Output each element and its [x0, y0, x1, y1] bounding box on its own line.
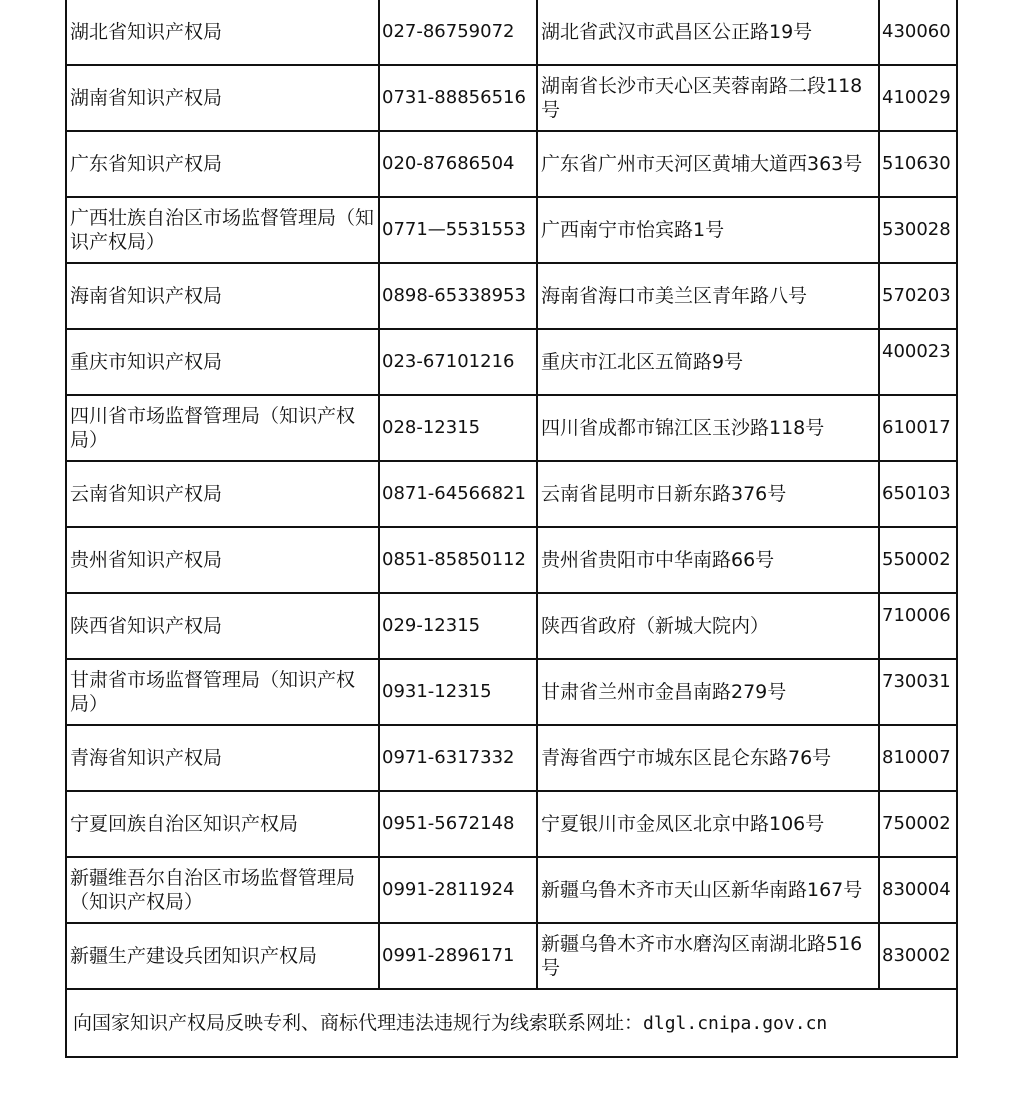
postcode-cell: 730031	[879, 659, 957, 725]
phone-cell: 0771—5531553	[379, 197, 537, 263]
address-cell: 青海省西宁市城东区昆仑东路76号	[537, 725, 879, 791]
ip-office-contact-table	[65, 0, 958, 1058]
postcode-cell: 530028	[879, 197, 957, 263]
phone-cell: 023-67101216	[379, 329, 537, 395]
table-row	[66, 131, 957, 197]
address-cell: 宁夏银川市金凤区北京中路106号	[537, 791, 879, 857]
phone-cell: 0931-12315	[379, 659, 537, 725]
postcode-cell: 610017	[879, 395, 957, 461]
table-row	[66, 0, 957, 65]
office-name-cell: 重庆市知识产权局	[66, 329, 379, 395]
office-name-cell: 新疆生产建设兵团知识产权局	[66, 923, 379, 989]
table-footer-row	[66, 989, 957, 1057]
table-row	[66, 197, 957, 263]
address-cell: 甘肃省兰州市金昌南路279号	[537, 659, 879, 725]
table-row	[66, 461, 957, 527]
table-row	[66, 329, 957, 395]
postcode-cell: 810007	[879, 725, 957, 791]
phone-cell: 0991-2896171	[379, 923, 537, 989]
office-name-cell: 湖南省知识产权局	[66, 65, 379, 131]
table-row	[66, 593, 957, 659]
address-cell: 广东省广州市天河区黄埔大道西363号	[537, 131, 879, 197]
postcode-cell: 710006	[879, 593, 957, 659]
phone-cell: 020-87686504	[379, 131, 537, 197]
address-cell: 湖北省武汉市武昌区公正路19号	[537, 0, 879, 65]
phone-cell: 0898-65338953	[379, 263, 537, 329]
postcode-cell: 430060	[879, 0, 957, 65]
report-url-link[interactable]: dlgl.cnipa.gov.cn	[643, 1012, 828, 1034]
office-name-cell: 甘肃省市场监督管理局（知识产权局）	[66, 659, 379, 725]
phone-cell: 0851-85850112	[379, 527, 537, 593]
phone-cell: 027-86759072	[379, 0, 537, 65]
address-cell: 海南省海口市美兰区青年路八号	[537, 263, 879, 329]
office-name-cell: 广东省知识产权局	[66, 131, 379, 197]
office-name-cell: 云南省知识产权局	[66, 461, 379, 527]
phone-cell: 0991-2811924	[379, 857, 537, 923]
office-name-cell: 青海省知识产权局	[66, 725, 379, 791]
footer-note	[66, 989, 957, 1057]
postcode-cell: 400023	[879, 329, 957, 395]
postcode-cell: 830004	[879, 857, 957, 923]
table-row	[66, 527, 957, 593]
postcode-cell: 550002	[879, 527, 957, 593]
table-row	[66, 659, 957, 725]
office-name-cell: 贵州省知识产权局	[66, 527, 379, 593]
address-cell: 湖南省长沙市天心区芙蓉南路二段118号	[537, 65, 879, 131]
office-name-cell: 宁夏回族自治区知识产权局	[66, 791, 379, 857]
table-row	[66, 65, 957, 131]
footer-label: 向国家知识产权局反映专利、商标代理违法违规行为线索联系网址：	[73, 1011, 644, 1034]
postcode-cell: 750002	[879, 791, 957, 857]
postcode-cell: 570203	[879, 263, 957, 329]
postcode-cell: 410029	[879, 65, 957, 131]
office-name-cell: 海南省知识产权局	[66, 263, 379, 329]
postcode-cell: 510630	[879, 131, 957, 197]
phone-cell: 0971-6317332	[379, 725, 537, 791]
table-row	[66, 263, 957, 329]
postcode-cell: 650103	[879, 461, 957, 527]
address-cell: 四川省成都市锦江区玉沙路118号	[537, 395, 879, 461]
address-cell: 云南省昆明市日新东路376号	[537, 461, 879, 527]
postcode-cell: 830002	[879, 923, 957, 989]
office-name-cell: 广西壮族自治区市场监督管理局（知识产权局）	[66, 197, 379, 263]
phone-cell: 0871-64566821	[379, 461, 537, 527]
phone-cell: 028-12315	[379, 395, 537, 461]
office-name-cell: 四川省市场监督管理局（知识产权局）	[66, 395, 379, 461]
phone-cell: 029-12315	[379, 593, 537, 659]
address-cell: 重庆市江北区五简路9号	[537, 329, 879, 395]
office-name-cell: 湖北省知识产权局	[66, 0, 379, 65]
address-cell: 新疆乌鲁木齐市水磨沟区南湖北路516号	[537, 923, 879, 989]
table-row	[66, 923, 957, 989]
table-row	[66, 857, 957, 923]
office-name-cell: 新疆维吾尔自治区市场监督管理局（知识产权局）	[66, 857, 379, 923]
table-row	[66, 395, 957, 461]
address-cell: 广西南宁市怡宾路1号	[537, 197, 879, 263]
address-cell: 新疆乌鲁木齐市天山区新华南路167号	[537, 857, 879, 923]
table-row	[66, 791, 957, 857]
office-name-cell: 陕西省知识产权局	[66, 593, 379, 659]
phone-cell: 0951-5672148	[379, 791, 537, 857]
address-cell: 贵州省贵阳市中华南路66号	[537, 527, 879, 593]
table-row	[66, 725, 957, 791]
phone-cell: 0731-88856516	[379, 65, 537, 131]
address-cell: 陕西省政府（新城大院内）	[537, 593, 879, 659]
